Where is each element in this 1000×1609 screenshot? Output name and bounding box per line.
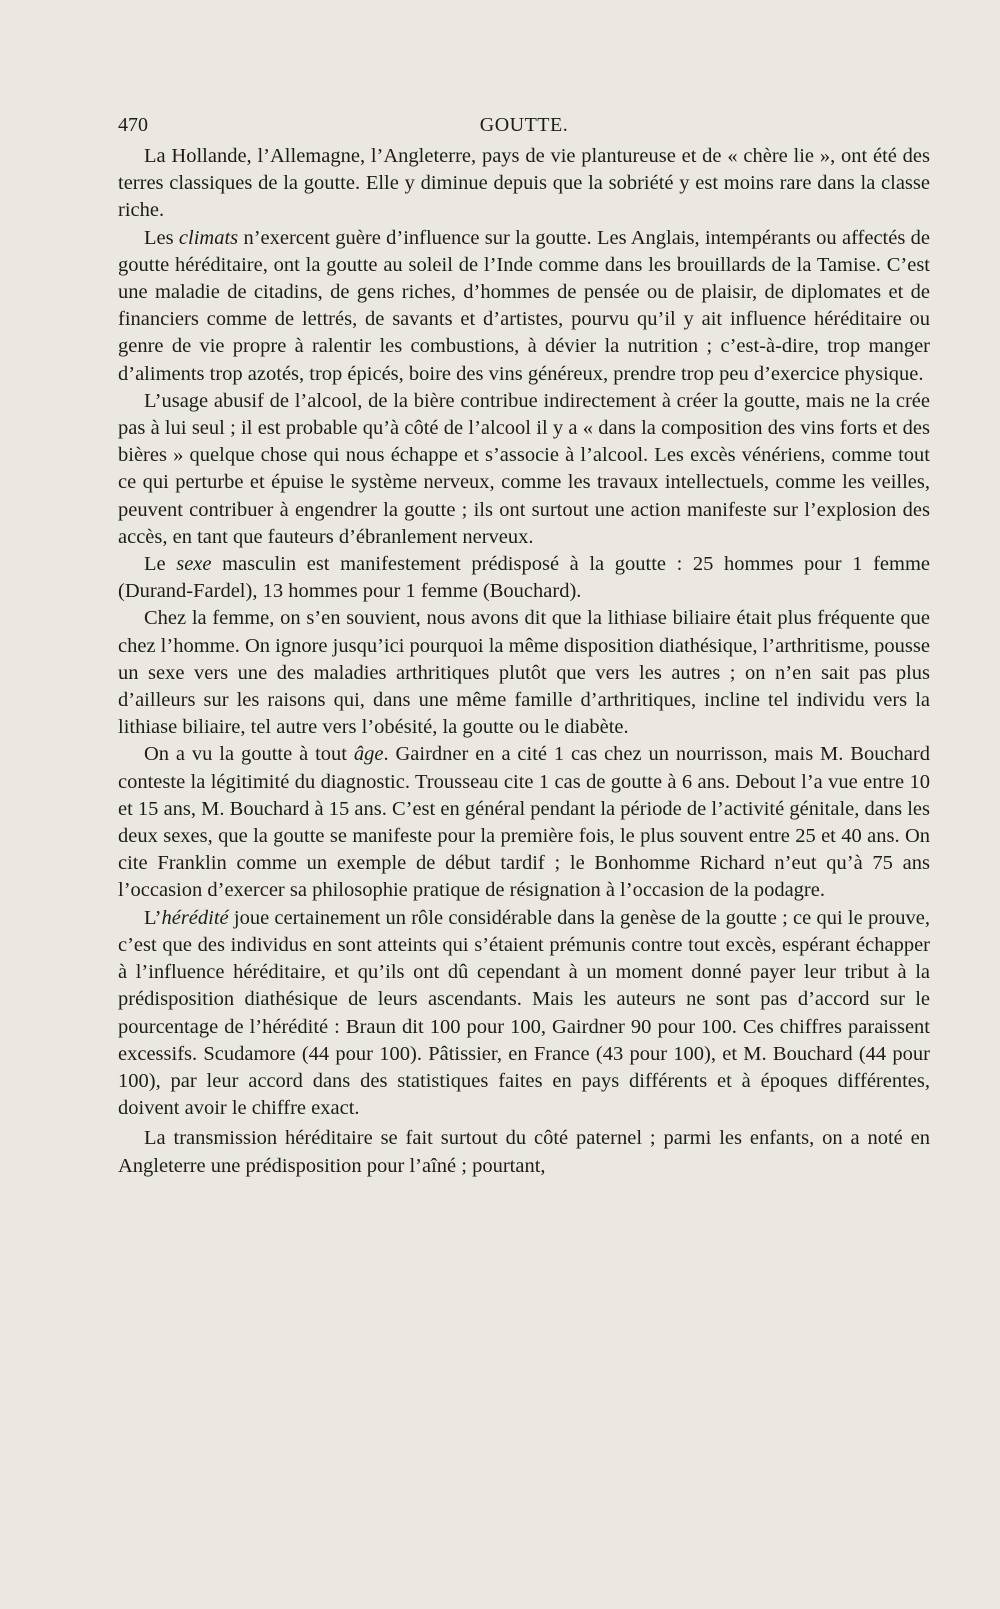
body-text	[118, 143, 930, 1180]
page-number: 470	[118, 114, 148, 136]
paragraph: L’usage abusif de l’alcool, de la bière contribue indirectement à créer la goutte, mais ne la crée pas à lui seul ; il est probable qu’à côté de l’alcool il y a « dans la composition des vins forts et des bières » quelque chose qui nous échappe et s’associe à l’alcool. Les excès vénériens, comme tout ce qui perturbe et épuise le système nerveux, comme les travaux intellectuels, comme les veilles, peuvent contribuer à engendrer la goutte ; ils ont surtout une action manifeste sur l’explosion des accès, en tant que fauteurs d’ébranlement nerveux.	[118, 389, 930, 548]
page-header	[118, 110, 930, 140]
emphasis-heredite: hérédité	[161, 906, 229, 929]
emphasis-age: âge	[353, 743, 384, 766]
paragraph-age: On a vu la goutte à tout âge. Gairdner en a cité 1 cas chez un nourrisson, mais M. Bouchard conteste la légitimité du diagnostic. Trousseau cite 1 cas de goutte à 6 ans. Debout l’a vue entre 10 et 15 ans, M. Bouchard à 15 ans. C’est en général pendant la période de l’activité génitale, dans les deux sexes, que la goutte se manifeste pour la première fois, le plus souvent entre 25 et 40 ans. On cite Franklin comme un exemple de début tardif ; le Bonhomme Richard n’eut qu’à 75 ans l’occasion d’exercer sa philosophie pratique de résignation à l’occasion de la podagre.	[118, 743, 930, 902]
paragraph: La Hollande, l’Allemagne, l’Angleterre, pays de vie plantureuse et de « chère lie », ont été des terres classiques de la goutte. Elle y diminue depuis que la sobriété y est moins rare dans la classe riche.	[118, 145, 930, 222]
paragraph: Chez la femme, on s’en souvient, nous avons dit que la lithiase biliaire était plus fréquente que chez l’homme. On ignore jusqu’ici pourquoi la même disposition diathésique, l’arthritisme, pousse un sexe vers une des maladies arthritiques plutôt que vers les autres ; on n’en sait pas plus d’ailleurs sur les raisons qui, dans une même famille d’arthritiques, incline tel individu vers la lithiase biliaire, tel autre vers l’obésité, la goutte ou le diabète.	[118, 607, 930, 739]
running-head: GOUTTE.	[479, 114, 569, 136]
paragraph-climats: Les climats n’exercent guère d’influence sur la goutte. Les Anglais, intempérants ou affectés de goutte héréditaire, ont la goutte au soleil de l’Inde comme dans les brouillards de la Tamise. C’est une maladie de citadins, de gens riches, d’hommes de pensée ou de plaisir, de diplomates et de financiers comme de lettrés, de savants et d’artistes, pourvu qu’il y ait influence héréditaire ou genre de vie propre à ralentir les combustions, à dévier la nutrition ; c’est-à-dire, trop manger d’aliments trop azotés, trop épicés, boire des vins généreux, prendre trop peu d’exercice physique.	[118, 226, 930, 385]
paragraph: La transmission héréditaire se fait surtout du côté paternel ; parmi les enfants, on a noté en Angleterre une prédisposition pour l’aîné ; pourtant,	[118, 1127, 930, 1177]
paragraph-sexe: Le sexe masculin est manifestement prédisposé à la goutte : 25 hommes pour 1 femme (Durand-Fardel), 13 hommes pour 1 femme (Bouchard).	[118, 553, 930, 603]
emphasis-climats: climats	[178, 226, 239, 249]
paragraph-heredite: L’hérédité joue certainement un rôle considérable dans la genèse de la goutte ; ce qui le prouve, c’est que des individus en sont atteints qui s’étaient prémunis contre tout excès, espérant échapper à l’influence héréditaire, et qu’ils ont dû cependant à un moment donné payer leur tribut à la prédisposition diathésique de leurs ascendants. Mais les auteurs ne sont pas d’accord sur le pourcentage de l’hérédité : Braun dit 100 pour 100, Gairdner 90 pour 100. Ces chiffres paraissent excessifs. Scudamore (44 pour 100). Pâtissier, en France (43 pour 100), et M. Bouchard (44 pour 100), par leur accord dans des statistiques faites en pays différents et à époques différentes, doivent avoir le chiffre exact.	[118, 906, 930, 1120]
emphasis-sexe: sexe	[176, 553, 212, 576]
